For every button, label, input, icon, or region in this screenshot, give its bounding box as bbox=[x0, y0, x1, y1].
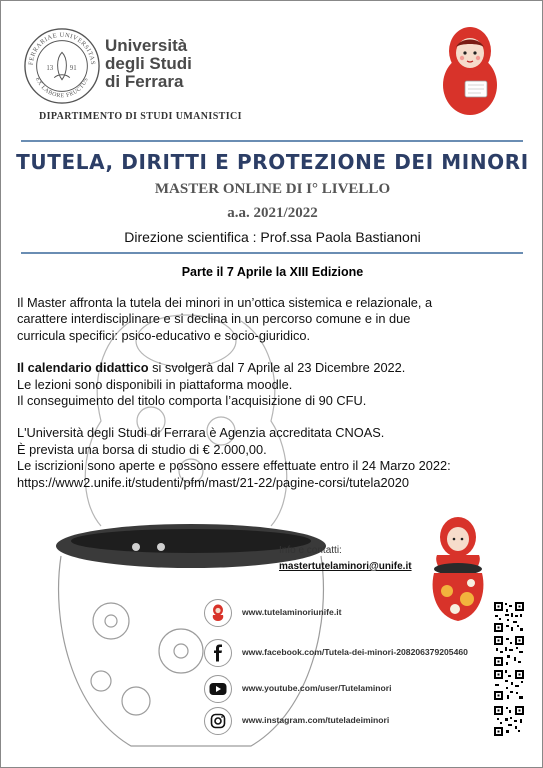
university-name-line-3: di Ferrara bbox=[105, 72, 184, 91]
calendar-line-3: Il conseguimento del titolo comporta l’acquisizione di 90 CFU. bbox=[17, 393, 367, 409]
youtube-link[interactable]: www.youtube.com/user/Tutelaminori bbox=[242, 683, 392, 693]
calendar-highlight: Il calendario didattico bbox=[17, 360, 149, 376]
svg-text:FERRARIAE UNIVERSITAS bbox=[28, 32, 97, 66]
youtube-icon bbox=[204, 675, 232, 703]
divider-top bbox=[21, 140, 523, 142]
divider-bottom bbox=[21, 252, 523, 254]
academic-year: a.a. 2021/2022 bbox=[227, 205, 318, 221]
social-row-website[interactable] bbox=[204, 599, 504, 627]
seal-text-top: FERRARIAE UNIVERSITAS bbox=[27, 31, 97, 66]
university-name-line-2: degli Studi bbox=[105, 54, 192, 73]
calendar-line-1-rest: si svolgerà dal 7 Aprile al 23 Dicembre 2022. bbox=[148, 360, 406, 376]
intro-line-2: carattere interdisciplinare e si declina in un percorso comune e in due bbox=[17, 311, 411, 327]
seal-year-right: 91 bbox=[69, 64, 77, 72]
scientific-direction: Direzione scientifica : Prof.ssa Paola Bastianoni bbox=[124, 229, 421, 245]
description-text bbox=[17, 295, 537, 491]
intro-line-3: curricula specifici: psico-educativo e socio-giuridico. bbox=[17, 327, 311, 343]
poster-title: TUTELA, DIRITTI E PROTEZIONE DEI MINORI bbox=[16, 150, 529, 174]
website-icon bbox=[204, 599, 232, 627]
social-row-facebook[interactable] bbox=[204, 639, 504, 667]
contact-email-link[interactable]: mastertutelaminori@unife.it bbox=[279, 561, 412, 572]
contact-label: Info e contatti: bbox=[279, 545, 342, 556]
enrollment-url[interactable]: https://www2.unife.it/studenti/pfm/mast/21-22/pagine-corsi/tutela2020 bbox=[17, 474, 409, 490]
seal-year-left: 13 bbox=[46, 64, 54, 72]
qr-code-youtube[interactable] bbox=[493, 669, 525, 701]
social-row-youtube[interactable] bbox=[204, 675, 504, 703]
facebook-link[interactable]: www.facebook.com/Tutela-dei-minori-208206379205460 bbox=[242, 647, 468, 657]
qr-code-facebook[interactable] bbox=[493, 635, 525, 667]
intro-line-1: Il Master affronta la tutela dei minori in un’ottica sistemica e relazionale, a bbox=[17, 295, 433, 310]
info-line-2: È prevista una borsa di studio di € 2.000,00. bbox=[17, 441, 267, 457]
instagram-link[interactable]: www.instagram.com/tuteladeiminori bbox=[242, 715, 390, 725]
university-name-line-1: Università bbox=[105, 36, 188, 55]
instagram-icon bbox=[204, 707, 232, 735]
edition-announcement: Parte il 7 Aprile la XIII Edizione bbox=[181, 265, 364, 279]
calendar-line-1 bbox=[17, 360, 537, 376]
website-link[interactable]: www.tutelaminoriunife.it bbox=[242, 607, 342, 617]
seal-text-bottom: EX LABORE FRUCTUS bbox=[34, 76, 90, 100]
info-line-3: Le iscrizioni sono aperte e possono essere effettuate entro il 24 Marzo 2022: bbox=[17, 458, 451, 474]
university-name bbox=[105, 37, 192, 91]
university-seal-logo bbox=[23, 27, 101, 105]
department-name: DIPARTIMENTO DI STUDI UMANISTICI bbox=[39, 111, 242, 122]
calendar-line-2: Le lezioni sono disponibili in piattaforma moodle. bbox=[17, 376, 293, 392]
social-row-instagram[interactable] bbox=[204, 707, 504, 735]
info-line-1: L'Università degli Studi di Ferrara è Agenzia accreditata CNOAS. bbox=[17, 425, 385, 441]
qr-code-instagram[interactable] bbox=[493, 705, 525, 737]
master-level: MASTER ONLINE DI I° LIVELLO bbox=[154, 181, 391, 197]
facebook-icon bbox=[204, 639, 232, 667]
matryoshka-doll-illustration bbox=[439, 21, 501, 116]
qr-code-website[interactable] bbox=[493, 601, 525, 633]
